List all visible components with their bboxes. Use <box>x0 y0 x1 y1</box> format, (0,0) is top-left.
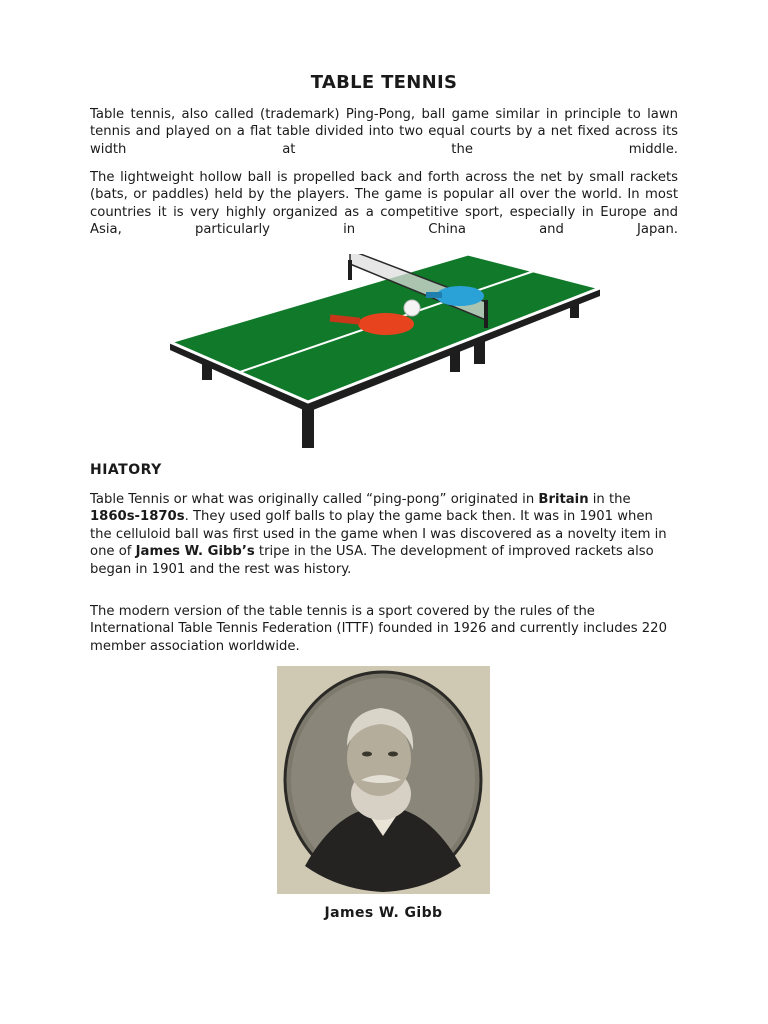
page-title: TABLE TENNIS <box>310 72 458 93</box>
blue-paddle <box>436 286 484 306</box>
history-paragraph-2: The modern version of the table tennis is a sport covered by the rules of the International Table Tennis Federation (ITTF) founded in 1926 and currently includes 220 member association worldwide. <box>90 604 667 654</box>
portrait-caption: James W. Gibb <box>324 905 443 921</box>
red-paddle <box>358 313 414 335</box>
ping-pong-ball <box>404 300 420 316</box>
history-text-2: in the <box>588 492 631 507</box>
history-text-1: Table Tennis or what was originally called “ping-pong” originated in <box>90 492 539 507</box>
intro-paragraph-1: Table tennis, also called (trademark) Ping-Pong, ball game similar in principle to lawn tennis and played on a flat table divided into two equal courts by a net fixed across its width at the middle. <box>90 107 678 157</box>
history-bold-years: 1860s-1870s <box>90 509 185 525</box>
history-bold-britain: Britain <box>538 492 589 507</box>
portrait-eye <box>388 752 398 757</box>
history-paragraph-1 <box>90 491 678 578</box>
portrait-eye <box>362 752 372 757</box>
history-text-4: tripe in the USA. The development of improved rackets also began in 1901 and the rest was history. <box>90 544 654 577</box>
blue-paddle-handle <box>426 292 442 298</box>
ping-pong-table-image <box>168 254 604 450</box>
intro-paragraph-2: The lightweight hollow ball is propelled back and forth across the net by small rackets (bats, or paddles) held by the players. The game is popular all over the world. In most countries it is very highly organized as a competitive sport, especially in Europe and Asia, particularly in China and Japan. <box>90 170 678 238</box>
history-text-3: . They used golf balls to play the game back then. It was in 1901 when the celluloid ball was first used in the game when I was discovered as a novelty item in one of <box>90 509 667 560</box>
james-gibb-portrait-image <box>277 666 490 894</box>
history-bold-gibb: James W. Gibb’s <box>135 544 255 560</box>
history-heading: HIATORY <box>90 462 162 478</box>
